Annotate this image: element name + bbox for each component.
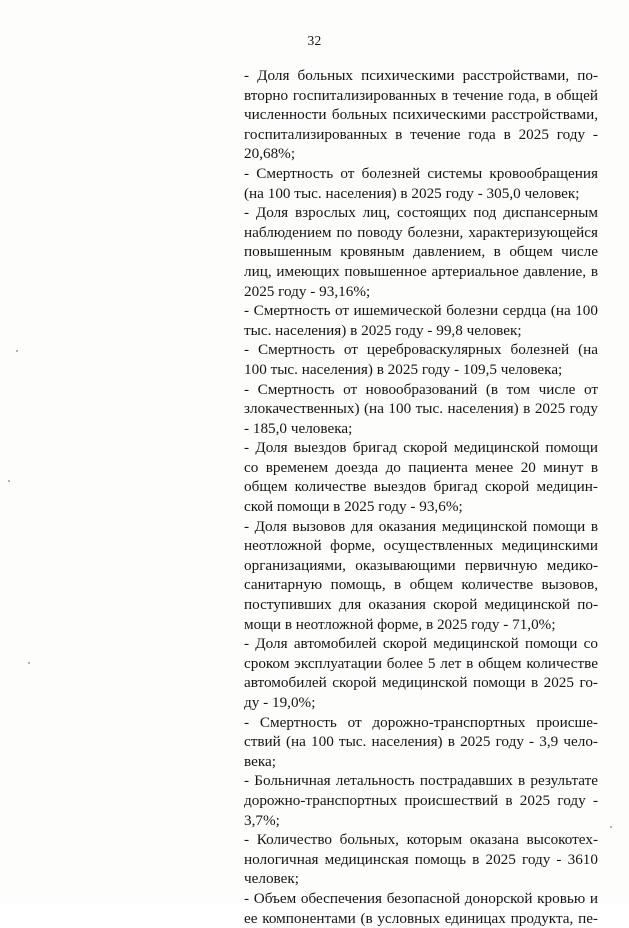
text-line: лиц, имеющих повышенное артериальное давление, в: [244, 262, 598, 280]
text-line: 2025 году - 93,16%;: [244, 282, 371, 300]
text-line: ской помощи в 2025 году - 93,6%;: [244, 498, 463, 516]
text-line: - Объем обеспечения безопасной донорской кровью и: [244, 889, 598, 907]
text-line: - Смертность от новообразований (в том числе от: [244, 380, 598, 398]
text-line: века;: [244, 752, 276, 770]
text-line: тыс. населения) в 2025 году - 99,8 человек;: [244, 321, 522, 339]
text-line: со временем доезда до пациента менее 20 минут в: [244, 458, 598, 476]
scan-speck: [28, 662, 30, 664]
text-line: организациями, оказывающими первичную медико-: [244, 556, 598, 574]
text-line: - Смертность от цереброваскулярных болезней (на: [244, 341, 598, 359]
text-line: повышенным кровяным давлением, в общем числе: [244, 243, 598, 261]
text-line: 20,68%;: [244, 145, 296, 163]
text-line: человек;: [244, 870, 299, 888]
text-line: неотложной форме, осуществленных медицинскими: [244, 537, 598, 555]
text-line: - Доля автомобилей скорой медицинской помощи со: [244, 635, 598, 653]
text-line: численности больных психическими расстройствами,: [244, 106, 598, 124]
text-line: - Больничная летальность пострадавших в результате: [244, 772, 598, 790]
text-line: - Доля выездов бригад скорой медицинской помощи: [244, 439, 598, 457]
scan-speck: [610, 826, 612, 828]
scan-speck: [8, 480, 10, 482]
text-line: 3,7%;: [244, 811, 280, 829]
text-line: - Доля вызовов для оказания медицинской помощи в: [244, 517, 598, 535]
text-line: мощи в неотложной форме, в 2025 году - 71,0%;: [244, 615, 556, 633]
text-line: - Смертность от ишемической болезни сердца (на 100: [244, 302, 598, 320]
text-line: злокачественных) (на 100 тыс. населения) в 2025 году: [244, 400, 598, 418]
text-line: ду - 19,0%;: [244, 694, 316, 711]
text-line: - Количество больных, которым оказана высокотех-: [244, 831, 598, 849]
text-line: общем количестве выездов бригад скорой медицин-: [244, 478, 598, 496]
text-line: поступивших для оказания скорой медицинской по-: [244, 596, 598, 614]
text-line: 100 тыс. населения) в 2025 году - 109,5 человека;: [244, 360, 563, 378]
text-line: нологичная медицинская помощь в 2025 году - 3610: [244, 850, 598, 868]
text-line: санитарную помощь, в общем количестве вызовов,: [244, 576, 598, 594]
page-number: 32: [307, 33, 322, 48]
body-text: [244, 66, 598, 928]
text-line: (на 100 тыс. населения) в 2025 году - 305,0 человек;: [244, 184, 580, 202]
text-line: дорожно-транспортных происшествий в 2025 году -: [244, 791, 598, 809]
text-line: - Доля взрослых лиц, состоящих под диспансерным: [244, 204, 598, 222]
text-line: ствий (на 100 тыс. населения) в 2025 году - 3,9 чело-: [244, 733, 598, 751]
text-line: госпитализированных в течение года в 2025 году -: [244, 125, 598, 143]
text-line: сроком эксплуатации более 5 лет в общем количестве: [244, 654, 598, 672]
text-line: - Смертность от дорожно-транспортных происше-: [244, 713, 598, 731]
text-line: - Доля больных психическими расстройствами, по-: [244, 67, 598, 84]
text-line: наблюдением по поводу болезни, характеризующейся: [244, 223, 598, 241]
text-line: ее компонентами (в условных единицах продукта, пе-: [244, 909, 598, 927]
scan-speck: [16, 350, 18, 352]
text-line: - Смертность от болезней системы кровообращения: [244, 164, 598, 182]
text-line: автомобилей скорой медицинской помощи в 2025 го-: [244, 674, 598, 692]
text-line: вторно госпитализированных в течение года, в общей: [244, 86, 598, 104]
text-line: - 185,0 человека;: [244, 419, 353, 437]
